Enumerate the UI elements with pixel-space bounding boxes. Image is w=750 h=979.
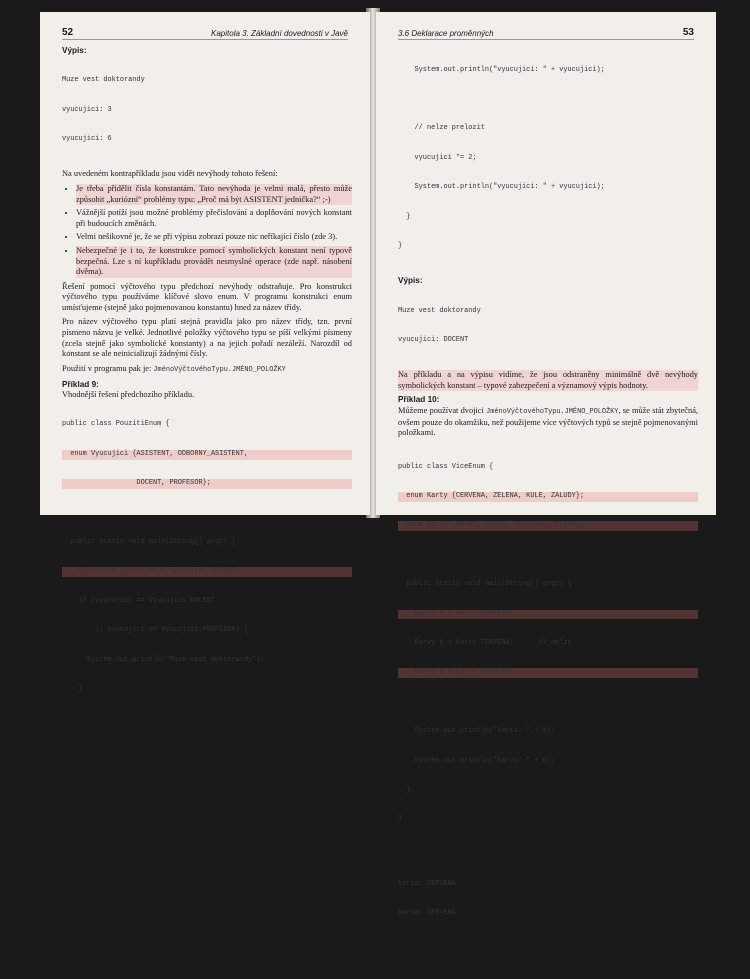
code-line: } xyxy=(398,241,403,250)
paragraph: Řešení pomocí výčtového typu předchozí nevýhody odstraňuje. Pro konstrukci výčtového typu používáme klíčové slovo enum. V programu konstrukci enum umísťujeme (stejně jako pojmenovanou konstantu) hned za název třídy. xyxy=(62,281,352,312)
code-listing xyxy=(398,443,698,845)
list-item: • Nebezpečné je i to, že konstrukce pomocí symbolických konstant není typově bezpečná. Lze s ní kupříkladu provádět nesmyslné operace (zde např. násobení dvěma). xyxy=(76,246,352,278)
paragraph: Můžeme používat dvojici JménoVýčtovéhoTypu.JMÉNO_POLOŽKY, se může stát zbytečná, ovšem pouze do okamžiku, než použijeme více výčtových typů se stejně pojmenovanými položkami. xyxy=(398,406,699,438)
code-line: DOCENT, PROFESOR}; xyxy=(62,479,352,489)
drawbacks-list xyxy=(62,184,352,278)
code-line: System.out.println("Muze vest doktorandy"); xyxy=(62,655,265,664)
code-line: public class ViceEnum { xyxy=(398,462,494,471)
running-title: 3.6 Deklarace proměnných xyxy=(398,29,494,38)
code-line: enum Karty {CERVENA, ZELENA, KULE, ZALUDY}; xyxy=(398,492,698,502)
code-line: } xyxy=(398,212,411,221)
paragraph: Pro název výčtového typu platí stejná pravidla jako pro název třídy, tzn. první písmeno názvu je velké. Jednotlivé položky výčtového typu se píší velkými písmeny (zcela stejně jako symbolické konstanty) a na jejich pořadí nezáleží. Narozdíl od konstant se ale neinicializují žádnými čísly. xyxy=(62,317,352,359)
output-line: vyucujici: DOCENT xyxy=(398,335,469,344)
list-item: • Vážnější potíží jsou možné problémy přečíslování a doplňování nových konstant při budoucích změnách. xyxy=(76,208,352,229)
code-line: public static void main(String[] args) { xyxy=(398,580,572,589)
usage-paragraph: Použití v programu pak je: JménoVýčtovéhoTypu.JMÉNO_POLOŽKY xyxy=(62,363,286,374)
page-number: 52 xyxy=(62,27,74,38)
code-line: public static void main(String[] args) { xyxy=(62,538,236,546)
code-line: Barvy b = Barvy.CERVENA; xyxy=(398,668,698,678)
code-line: } xyxy=(398,815,403,824)
code-line: } xyxy=(62,684,83,693)
left-page xyxy=(40,12,370,693)
output-block xyxy=(62,57,352,165)
inline-code: JménoVýčtovéhoTypu.JMÉNO_POLOŽKY xyxy=(153,365,286,374)
code-line: } xyxy=(398,785,411,794)
code-line xyxy=(62,509,352,519)
code-line: System.out.println("barva: " + b); xyxy=(398,756,556,765)
code-listing-continued xyxy=(398,46,698,271)
paragraph: Na příkladu a na výpisu vidíme, že jsou odstraněny minimálně dvě nevýhody symbolických konstant – typové zabezpečení a významový výpis hodnoty. xyxy=(398,370,698,390)
example-label: Příklad 10: xyxy=(398,395,440,405)
code-line: if (vyucujici == Vyucujici.DOCENT xyxy=(62,596,215,605)
example-title: Vhodnější řešení předchozího příkladu. xyxy=(62,390,195,400)
left-page-header xyxy=(62,27,348,40)
code-line: System.out.println("vyucujici: " + vyucujici); xyxy=(398,183,605,192)
code-line: Karty k = Karty.CERVENA; xyxy=(398,610,698,620)
code-line: Vyucujici vyucujici = Vyucujici.DOCENT; xyxy=(62,567,352,577)
output-line: karta: CERVENA xyxy=(398,879,456,888)
code-line: System.out.println("karta: " + k); xyxy=(398,727,556,736)
note-label: Poznámka: xyxy=(398,943,442,953)
code-line: // nelze prelozit xyxy=(398,124,485,133)
code-line: Barvy b = Karty.CERVENA; // nelze xyxy=(398,639,572,647)
right-page-header xyxy=(398,27,694,40)
output-line: Muze vest doktorandy xyxy=(62,76,145,85)
code-line xyxy=(398,95,698,105)
output-label: Výpis: xyxy=(398,276,423,286)
code-line: enum Barvy {MODRA, ZLUTA, CERVENA, ZELENA}; xyxy=(398,521,698,531)
output-line: vyucujici: 6 xyxy=(62,134,112,143)
output-line: barva: CERVENA xyxy=(398,909,456,918)
output-label: Výpis: xyxy=(62,46,87,55)
right-page xyxy=(376,12,716,974)
code-line: || vyucujici == Vyucujici.PROFESOR) { xyxy=(62,626,249,635)
output-line: vyucujici: 3 xyxy=(62,105,112,114)
example-label: Příklad 9: xyxy=(62,379,99,389)
page-number: 53 xyxy=(682,27,694,38)
list-item: • Velmi nešikovné je, že se při výpisu zobrazí pouze nic neříkající číslo (zde 3). xyxy=(76,232,352,243)
code-line xyxy=(398,551,698,561)
output-label: Výpis: xyxy=(398,849,423,859)
right-page-body xyxy=(398,46,698,979)
inline-code: JménoVýčtovéhoTypu.JMÉNO_POLOŽKY xyxy=(486,408,619,417)
code-line: System.out.println("vyucujici: " + vyucujici); xyxy=(398,65,605,74)
output-block xyxy=(398,287,698,365)
list-item: • Je třeba přidělit čísla konstantám. Tato nevýhoda je velmi malá, přesto může způsobit „kuriózní“ problémy typu: „Proč má být ASISTENT jednička?“ ;-) xyxy=(76,184,352,205)
output-line: Muze vest doktorandy xyxy=(398,306,481,315)
code-line: vyucujici *= 2; xyxy=(398,153,477,162)
note-paragraph: Všechny uváděné informace ukazují jen nejzákladnější použití enum. Výčtový typ enum umožňuje mnohem širší využití – viz např. [Pec]. □ xyxy=(398,954,698,974)
code-line: enum Vyucujici {ASISTENT, ODBORNY_ASISTENT, xyxy=(62,450,352,460)
intro-paragraph: Na uvedeném kontrapříkladu jsou vidět nevýhody tohoto řešení: xyxy=(62,169,278,179)
code-listing xyxy=(62,401,352,715)
output-block xyxy=(398,860,698,938)
running-title: Kapitola 3. Základní dovednosti v Javě xyxy=(211,29,348,38)
code-line: public class PouzitiEnum { xyxy=(62,420,170,429)
code-line xyxy=(398,698,698,708)
left-page-body xyxy=(62,46,352,714)
